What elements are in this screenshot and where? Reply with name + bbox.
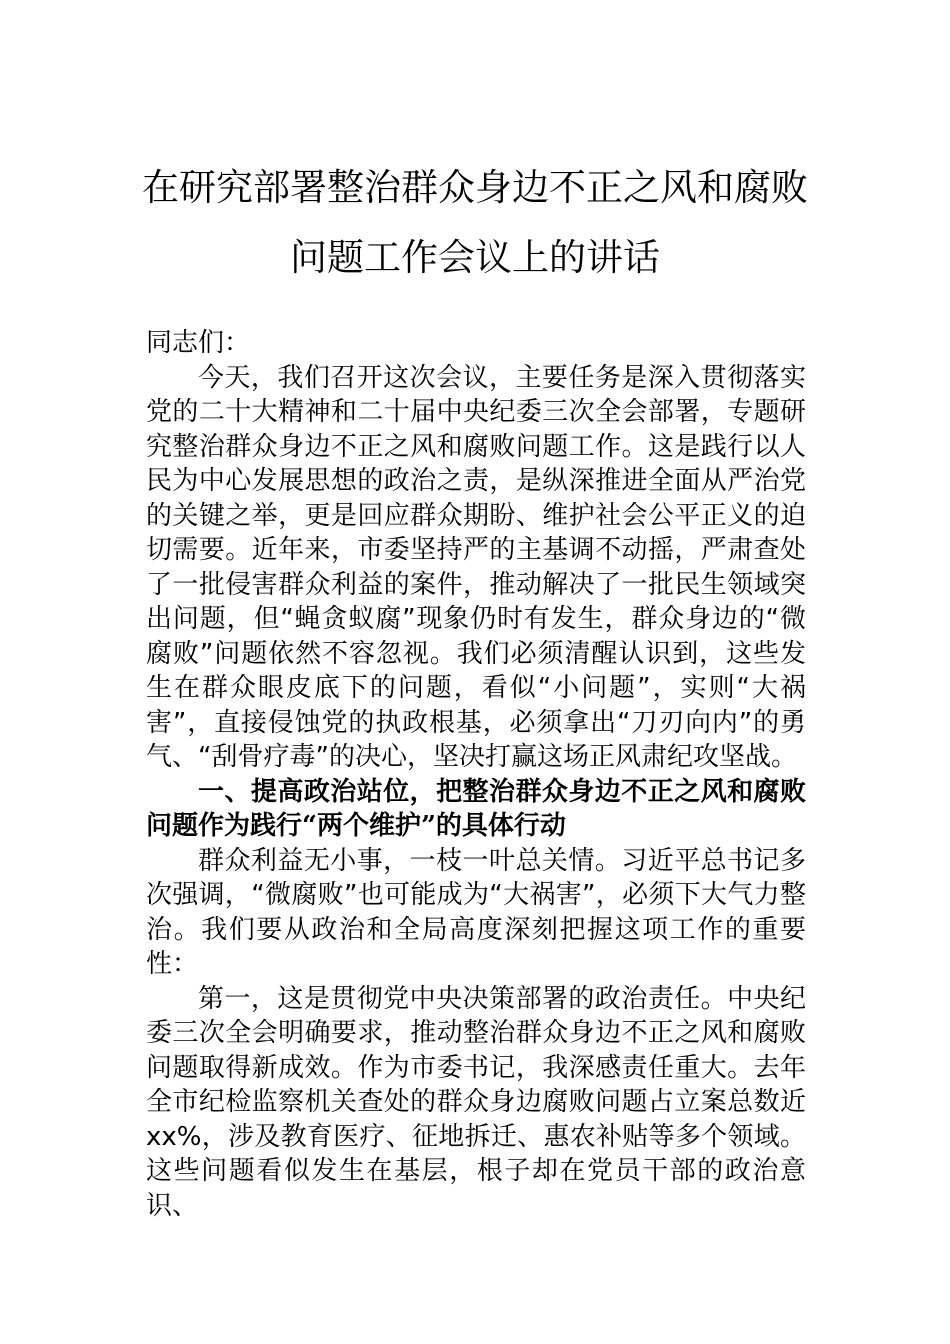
salutation: 同志们： bbox=[146, 328, 251, 358]
paragraph-section-1-intro: 群众利益无小事，一枝一叶总关情。习近平总书记多次强调，“微腐败”也可能成为“大祸害”，必须下大气力整治。我们要从政治和全局高度深刻把握这项工作的重要性： bbox=[146, 845, 806, 979]
document-title-line-1: 在研究部署整治群众身边不正之风和腐败 bbox=[142, 166, 808, 209]
paragraph-point-1: 第一，这是贯彻党中央决策部署的政治责任。中央纪委三次全会明确要求，推动整治群众身边不正之风和腐败问题取得新成效。作为市委书记，我深感责任重大。去年全市纪检监察机关查处的群众身边腐败问题占立案总数近xx%，涉及教育医疗、征地拆迁、惠农补贴等多个领域。这些问题看似发生在基层，根子却在党员干部的政治意识、 bbox=[146, 983, 806, 1221]
document-body bbox=[146, 326, 806, 1223]
section-heading-1: 一、提高政治站位，把整治群众身边不正之风和腐败问题作为践行“两个维护”的具体行动 bbox=[146, 776, 806, 841]
document-title-line-2: 问题工作会议上的讲话 bbox=[290, 236, 660, 279]
paragraph-intro: 今天，我们召开这次会议，主要任务是深入贯彻落实党的二十大精神和二十届中央纪委三次全会部署，专题研究整治群众身边不正之风和腐败问题工作。这是践行以人民为中心发展思想的政治之责，是纵深推进全面从严治党的关键之举，更是回应群众期盼、维护社会公平正义的迫切需要。近年来，市委坚持严的主基调不动摇，严肃查处了一批侵害群众利益的案件，推动解决了一批民生领域突出问题，但“蝇贪蚁腐”现象仍时有发生，群众身边的“微腐败”问题依然不容忽视。我们必须清醒认识到，这些发生在群众眼皮底下的问题，看似“小问题”，实则“大祸害”，直接侵蚀党的执政根基，必须拿出“刀刃向内”的勇气、“刮骨疗毒”的决心，坚决打赢这场正风肃纪攻坚战。 bbox=[146, 362, 806, 772]
